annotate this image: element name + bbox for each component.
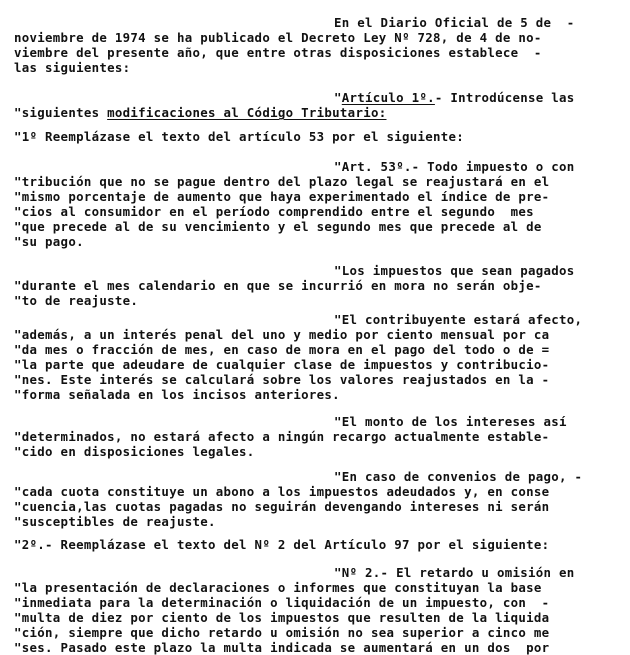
art53-p3-line: "El contribuyente estará afecto, [334, 312, 583, 327]
art53-p4-line: "El monto de los intereses así [334, 414, 567, 429]
art53-p4-line: "determinados, no estará afecto a ningún recargo actualmente estable- [14, 429, 550, 444]
art97-p1-line: "ses. Pasado este plazo la multa indicada se aumentará en un dos por [14, 640, 550, 655]
article-quote: " [334, 90, 342, 105]
art53-p2-line: "durante el mes calendario en que se incurrió en mora no serán obje- [14, 278, 542, 293]
art97-p1-line: "inmediata para la determinación o liquidación de un impuesto, con - [14, 595, 550, 610]
art97-p1-line: "Nº 2.- El retardo u omisión en [334, 565, 575, 580]
art53-p3-line: "además, a un interés penal del uno y medio por ciento mensual por ca [14, 327, 550, 342]
art53-p3-line: "la parte que adeudare de cualquier clase de impuestos y contribucio- [14, 357, 550, 372]
article-heading [334, 91, 575, 105]
intro-line: noviembre de 1974 se ha publicado el Decreto Ley Nº 728, de 4 de no- [14, 30, 542, 45]
article-subheading-prefix: "siguientes [14, 105, 108, 120]
art53-p1-line: "cios al consumidor en el período comprendido entre el segundo mes [14, 204, 534, 219]
art53-p5-line: "cuencia,las cuotas pagadas no seguirán devengando intereses ni serán [14, 499, 550, 514]
intro-line: En el Diario Oficial de 5 de - [334, 15, 575, 30]
art53-p5-line: "susceptibles de reajuste. [14, 514, 216, 529]
article-subheading-underlined: modificaciones al Código Tributario: [107, 105, 387, 120]
art53-p1-line: "Art. 53º.- Todo impuesto o con [334, 159, 575, 174]
intro-line: viembre del presente año, que entre otras disposiciones establece - [14, 45, 542, 60]
art53-p3-line: "nes. Este interés se calculará sobre los valores reajustados en la - [14, 372, 550, 387]
art53-p2-line: "to de reajuste. [14, 293, 139, 308]
art53-p5-line: "En caso de convenios de pago, - [334, 469, 583, 484]
art53-p1-line: "tribución que no se pague dentro del plazo legal se reajustará en el [14, 174, 550, 189]
art53-p3-line: "forma señalada en los incisos anteriores. [14, 387, 340, 402]
item-1: "1º Reemplázase el texto del artículo 53 por el siguiente: [14, 129, 465, 144]
art53-p1-line: "su pago. [14, 234, 84, 249]
art53-p1-line: "mismo porcentaje de aumento que haya experimentado el índice de pre- [14, 189, 550, 204]
article-heading-underlined: Artículo 1º. [341, 90, 435, 105]
article-heading-rest: - Introdúcense las [434, 90, 575, 105]
intro-line: las siguientes: [14, 60, 131, 75]
art53-p3-line: "da mes o fracción de mes, en caso de mora en el pago del todo o de = [14, 342, 550, 357]
art97-p1-line: "multa de diez por ciento de los impuestos que resulten de la liquida [14, 610, 550, 625]
art53-p1-line: "que precede al de su vencimiento y el segundo mes que precede al de [14, 219, 542, 234]
art97-p1-line: "la presentación de declaraciones o informes que constituyan la base [14, 580, 542, 595]
item-2: "2º.- Reemplázase el texto del Nº 2 del Artículo 97 por el siguiente: [14, 537, 550, 552]
art53-p4-line: "cido en disposiciones legales. [14, 444, 255, 459]
art53-p2-line: "Los impuestos que sean pagados [334, 263, 575, 278]
art97-p1-line: "ción, siempre que dicho retardo u omisión no sea superior a cinco me [14, 625, 550, 640]
art53-p5-line: "cada cuota constituye un abono a los impuestos adeudados y, en conse [14, 484, 550, 499]
article-subheading [14, 106, 386, 120]
